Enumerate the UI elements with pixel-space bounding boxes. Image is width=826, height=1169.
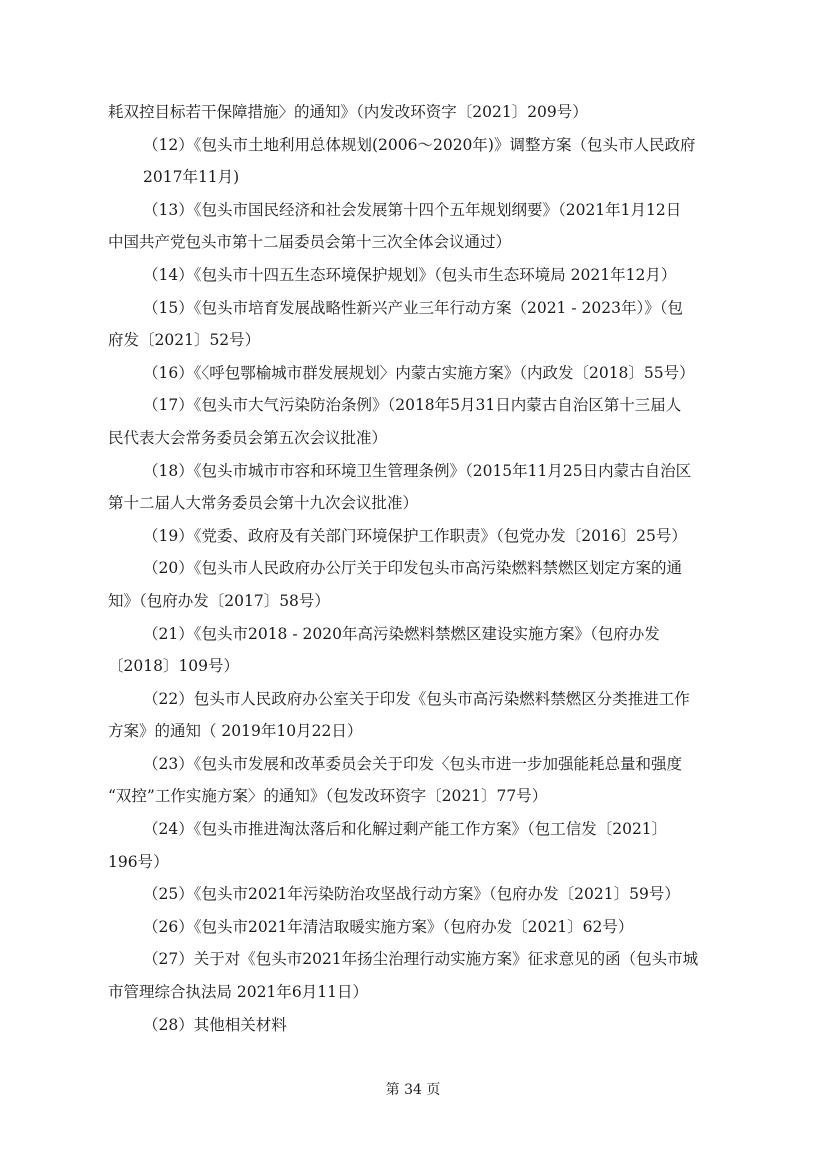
text-line: 〔2018〕109号）: [108, 657, 240, 676]
page-number: 第 34 页: [385, 1082, 441, 1098]
text-line: （17）《包头市大气污染防治条例》（2018年5月31日内蒙古自治区第十三届人: [143, 396, 682, 415]
text-line: 中国共产党包头市第十二届委员会第十三次全体会议通过）: [108, 233, 512, 252]
text-line: （16）《〈呼包鄂榆城市群发展规划〉内蒙古实施方案》（内政发〔2018〕55号）: [143, 363, 695, 382]
text-line: （13）《包头市国民经济和社会发展第十四个五年规划纲要》（2021年1月12日: [143, 200, 682, 219]
text-line: “双控”工作实施方案〉的通知》（包发改环资字〔2021〕77号）: [108, 787, 548, 806]
text-line: （15）《包头市培育发展战略性新兴产业三年行动方案（2021 - 2023年）》（包: [143, 298, 683, 317]
text-line: （19）《党委、政府及有关部门环境保护工作职责》（包党办发〔2016〕25号）: [143, 526, 687, 545]
text-line: （18）《包头市城市市容和环境卫生管理条例》（2015年11月25日内蒙古自治区: [143, 461, 692, 480]
text-line: （12）《包头市土地利用总体规划(2006～2020年)》调整方案（包头市人民政府: [143, 135, 696, 154]
text-line: 耗双控目标若干保障措施〉的通知》（内发改环资字〔2021〕209号）: [108, 103, 588, 121]
text-line: （14）《包头市十四五生态环境保护规划》（包头市生态环境局 2021年12月）: [143, 265, 677, 284]
reference-list: [108, 96, 728, 1041]
text-line: （27）关于对《包头市2021年扬尘治理行动实施方案》征求意见的函（包头市城: [143, 950, 699, 969]
text-line: 民代表大会常务委员会第五次会议批准）: [108, 428, 388, 447]
text-line: 知》（包府办发〔2017〕58号）: [108, 591, 330, 610]
text-line: （22）包头市人民政府办公室关于印发《包头市高污染燃料禁燃区分类推进工作: [143, 689, 690, 708]
text-line: 2017年11月): [143, 168, 240, 187]
text-line: 第十二届人大常务委员会第十九次会议批准）: [108, 494, 419, 513]
text-line: （21）《包头市2018 - 2020年高污染燃料禁燃区建设实施方案》（包府办发: [143, 624, 660, 643]
text-line: （28）其他相关材料: [143, 1015, 287, 1034]
text-line: 方案》的通知（ 2019年10月22日）: [108, 722, 363, 741]
text-line: （24）《包头市推进淘汰落后和化解过剩产能工作方案》（包工信发〔2021〕: [143, 820, 668, 839]
document-body: [108, 96, 728, 1041]
text-line: 市管理综合执法局 2021年6月11日）: [108, 983, 368, 1002]
text-line: （23）《包头市发展和改革委员会关于印发〈包头市进一步加强能耗总量和强度: [143, 754, 682, 773]
text-line: （25）《包头市2021年污染防治攻坚战行动方案》（包府办发〔2021〕59号）: [143, 885, 680, 904]
text-line: （26）《包头市2021年清洁取暖实施方案》（包府办发〔2021〕62号）: [143, 917, 634, 936]
text-line: （20）《包头市人民政府办公厅关于印发包头市高污染燃料禁燃区划定方案的通: [143, 559, 682, 578]
text-line: 府发〔2021〕52号）: [108, 331, 261, 350]
text-line: 196号）: [108, 852, 169, 871]
